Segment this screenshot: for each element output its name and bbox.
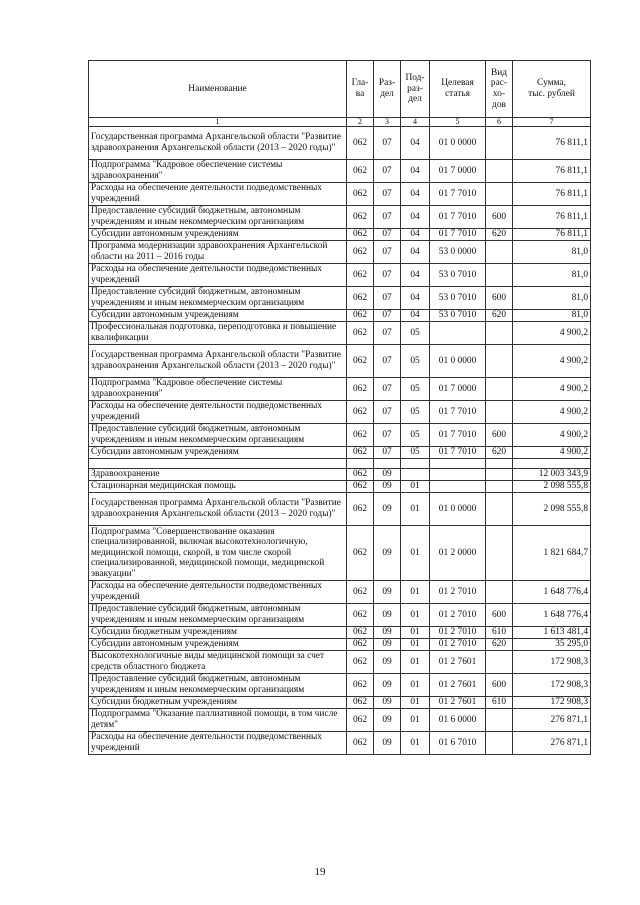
- row-glava: 062: [347, 604, 374, 627]
- page-number: 19: [314, 866, 326, 878]
- row-razdel: 09: [374, 709, 401, 732]
- row-summa: 81,0: [513, 287, 591, 310]
- row-vid: [486, 322, 513, 345]
- row-podrazdel: [401, 459, 430, 469]
- row-podrazdel: 01: [401, 709, 430, 732]
- header-podrazdel-text: Под- раз- дел: [405, 73, 425, 105]
- row-statia: 01 7 7010: [430, 447, 486, 459]
- row-razdel: 07: [374, 229, 401, 241]
- header-statia-text: Целевая статья: [441, 78, 474, 99]
- header-name: Наименование: [89, 61, 347, 118]
- row-summa: 276 871,1: [513, 732, 591, 755]
- row-glava: 062: [347, 639, 374, 651]
- row-name: Расходы на обеспечение деятельности подведомственных учреждений: [89, 732, 347, 755]
- table-row: [89, 378, 591, 401]
- row-podrazdel: 01: [401, 493, 430, 526]
- row-podrazdel: 01: [401, 639, 430, 651]
- header-glava: [347, 61, 374, 118]
- row-podrazdel: 04: [401, 310, 430, 322]
- row-statia: 01 7 7010: [430, 401, 486, 424]
- row-statia: 01 2 7010: [430, 581, 486, 604]
- row-summa: 4 900,2: [513, 345, 591, 378]
- row-vid: 600: [486, 604, 513, 627]
- row-name: Государственная программа Архангельской области "Развитие здравоохранения Архангельской области (2013 – 2020 годы)": [89, 345, 347, 378]
- table-row: [89, 183, 591, 206]
- row-glava: 062: [347, 378, 374, 401]
- row-summa: 35 295,0: [513, 639, 591, 651]
- row-statia: 01 7 7010: [430, 206, 486, 229]
- row-statia: [430, 469, 486, 481]
- row-vid: 620: [486, 639, 513, 651]
- row-podrazdel: [401, 469, 430, 481]
- row-statia: 01 7 0000: [430, 160, 486, 183]
- table-row: [89, 481, 591, 493]
- row-summa: 76 811,1: [513, 160, 591, 183]
- row-podrazdel: 01: [401, 627, 430, 639]
- table-row: [89, 732, 591, 755]
- row-statia: 01 2 0000: [430, 526, 486, 581]
- row-razdel: 07: [374, 287, 401, 310]
- row-name: Профессиональная подготовка, переподготовка и повышение квалификации: [89, 322, 347, 345]
- table-row: [89, 310, 591, 322]
- row-statia: 53 0 0000: [430, 241, 486, 264]
- row-name: Предоставление субсидий бюджетным, автономным учреждениям и иным некоммерческим организациям: [89, 424, 347, 447]
- row-razdel: 07: [374, 264, 401, 287]
- row-name: Предоставление субсидий бюджетным, автономным учреждениям и иным некоммерческим организациям: [89, 604, 347, 627]
- row-glava: 062: [347, 322, 374, 345]
- table-row: [89, 345, 591, 378]
- row-name: Расходы на обеспечение деятельности подведомственных учреждений: [89, 183, 347, 206]
- row-name: Субсидии автономным учреждениям: [89, 639, 347, 651]
- row-glava: 062: [347, 697, 374, 709]
- row-name: Субсидии автономным учреждениям: [89, 229, 347, 241]
- row-vid: [486, 469, 513, 481]
- row-vid: [486, 345, 513, 378]
- row-name: Государственная программа Архангельской области "Развитие здравоохранения Архангельской области (2013 – 2020 годы)": [89, 493, 347, 526]
- row-podrazdel: 01: [401, 604, 430, 627]
- row-podrazdel: 04: [401, 160, 430, 183]
- table-row: [89, 651, 591, 674]
- table-row: [89, 493, 591, 526]
- row-name: Подпрограмма "Совершенствование оказания специализированной, включая высокотехнологичную, медицинской помощи, скорой, в том числе скорой специализированной, медицинской помощи, медицинской эвакуации": [89, 526, 347, 581]
- row-name: Здравоохранение: [89, 469, 347, 481]
- table-row: [89, 526, 591, 581]
- row-summa: 1 613 481,4: [513, 627, 591, 639]
- row-vid: 600: [486, 674, 513, 697]
- row-razdel: 09: [374, 639, 401, 651]
- table-row: [89, 424, 591, 447]
- row-podrazdel: 01: [401, 697, 430, 709]
- row-statia: 01 7 0000: [430, 378, 486, 401]
- table-row: [89, 287, 591, 310]
- row-name: Расходы на обеспечение деятельности подведомственных учреждений: [89, 581, 347, 604]
- row-podrazdel: 01: [401, 581, 430, 604]
- row-vid: 620: [486, 229, 513, 241]
- row-vid: [486, 160, 513, 183]
- row-statia: 01 2 7601: [430, 651, 486, 674]
- row-glava: 062: [347, 447, 374, 459]
- row-statia: 01 0 0000: [430, 127, 486, 160]
- row-summa: 76 811,1: [513, 206, 591, 229]
- header-summa: [513, 61, 591, 118]
- row-podrazdel: 05: [401, 401, 430, 424]
- row-razdel: 09: [374, 469, 401, 481]
- table-row: [89, 627, 591, 639]
- row-podrazdel: 05: [401, 424, 430, 447]
- row-podrazdel: 04: [401, 241, 430, 264]
- row-glava: 062: [347, 287, 374, 310]
- row-name: Предоставление субсидий бюджетным, автономным учреждениям и иным некоммерческим организациям: [89, 206, 347, 229]
- row-name: Субсидии автономным учреждениям: [89, 447, 347, 459]
- row-glava: 062: [347, 469, 374, 481]
- table-body: [89, 127, 591, 755]
- row-name: Расходы на обеспечение деятельности подведомственных учреждений: [89, 264, 347, 287]
- row-name: Государственная программа Архангельской области "Развитие здравоохранения Архангельской области (2013 – 2020 годы)": [89, 127, 347, 160]
- row-podrazdel: 01: [401, 732, 430, 755]
- row-glava: 062: [347, 345, 374, 378]
- header-vid-text: Вид рас- хо- дов: [490, 67, 508, 110]
- row-statia: 53 0 7010: [430, 310, 486, 322]
- table-row-blank: [89, 459, 591, 469]
- row-razdel: 07: [374, 378, 401, 401]
- row-summa: 76 811,1: [513, 229, 591, 241]
- row-vid: [486, 183, 513, 206]
- row-name: Предоставление субсидий бюджетным, автономным учреждениям и иным некоммерческим организациям: [89, 287, 347, 310]
- row-summa: 1 648 776,4: [513, 604, 591, 627]
- row-statia: 01 7 7010: [430, 183, 486, 206]
- row-glava: 062: [347, 127, 374, 160]
- row-vid: [486, 264, 513, 287]
- row-statia: 53 0 7010: [430, 287, 486, 310]
- row-name: Высокотехнологичные виды медицинской помощи за счет средств областного бюджета: [89, 651, 347, 674]
- column-number: 7: [513, 118, 591, 127]
- column-number: 3: [374, 118, 401, 127]
- header-summa-text: Сумма, тыс. рублей: [528, 78, 575, 99]
- row-podrazdel: 01: [401, 651, 430, 674]
- row-vid: 610: [486, 697, 513, 709]
- row-glava: 062: [347, 183, 374, 206]
- row-razdel: 09: [374, 732, 401, 755]
- row-glava: 062: [347, 310, 374, 322]
- row-statia: 01 2 7010: [430, 604, 486, 627]
- row-glava: [347, 459, 374, 469]
- row-glava: 062: [347, 241, 374, 264]
- table-row: [89, 264, 591, 287]
- row-vid: [486, 481, 513, 493]
- row-glava: 062: [347, 229, 374, 241]
- row-podrazdel: 04: [401, 264, 430, 287]
- row-vid: [486, 127, 513, 160]
- row-statia: [430, 481, 486, 493]
- row-podrazdel: 01: [401, 526, 430, 581]
- table-row: [89, 206, 591, 229]
- row-razdel: 09: [374, 526, 401, 581]
- row-razdel: 09: [374, 581, 401, 604]
- table-row: [89, 322, 591, 345]
- row-razdel: 09: [374, 604, 401, 627]
- row-name: Предоставление субсидий бюджетным, автономным учреждениям и иным некоммерческим организациям: [89, 674, 347, 697]
- row-podrazdel: 01: [401, 481, 430, 493]
- row-podrazdel: 05: [401, 322, 430, 345]
- header-statia: [430, 61, 486, 118]
- row-summa: 2 098 555,8: [513, 493, 591, 526]
- column-number: 6: [486, 118, 513, 127]
- table-header-row: [89, 61, 591, 118]
- row-razdel: 07: [374, 345, 401, 378]
- row-podrazdel: 04: [401, 183, 430, 206]
- row-vid: [486, 401, 513, 424]
- row-razdel: 07: [374, 160, 401, 183]
- row-statia: 01 2 7601: [430, 674, 486, 697]
- row-podrazdel: 05: [401, 378, 430, 401]
- row-summa: 4 900,2: [513, 322, 591, 345]
- column-number: 2: [347, 118, 374, 127]
- row-podrazdel: 04: [401, 206, 430, 229]
- row-glava: 062: [347, 493, 374, 526]
- row-name: Субсидии автономным учреждениям: [89, 310, 347, 322]
- table-row: [89, 709, 591, 732]
- column-numbers-row: [89, 118, 591, 127]
- row-summa: 172 908,3: [513, 651, 591, 674]
- row-podrazdel: 04: [401, 287, 430, 310]
- row-vid: [486, 378, 513, 401]
- row-statia: [430, 459, 486, 469]
- table-row: [89, 469, 591, 481]
- row-name: Подпрограмма "Кадровое обеспечение системы здравоохранения": [89, 160, 347, 183]
- row-razdel: 09: [374, 651, 401, 674]
- row-name: [89, 459, 347, 469]
- row-razdel: 09: [374, 697, 401, 709]
- table-row: [89, 229, 591, 241]
- row-glava: 062: [347, 424, 374, 447]
- row-podrazdel: 04: [401, 127, 430, 160]
- row-podrazdel: 05: [401, 447, 430, 459]
- row-name: Расходы на обеспечение деятельности подведомственных учреждений: [89, 401, 347, 424]
- row-vid: [486, 581, 513, 604]
- row-vid: [486, 493, 513, 526]
- column-number: 5: [430, 118, 486, 127]
- row-summa: 4 900,2: [513, 424, 591, 447]
- row-summa: 4 900,2: [513, 447, 591, 459]
- row-vid: [486, 709, 513, 732]
- row-statia: 01 2 7010: [430, 627, 486, 639]
- table-row: [89, 401, 591, 424]
- row-summa: 2 098 555,8: [513, 481, 591, 493]
- row-statia: [430, 322, 486, 345]
- row-podrazdel: 04: [401, 229, 430, 241]
- column-number: 1: [89, 118, 347, 127]
- table-row: [89, 447, 591, 459]
- row-glava: 062: [347, 732, 374, 755]
- row-summa: 12 003 343,9: [513, 469, 591, 481]
- row-vid: 610: [486, 627, 513, 639]
- row-glava: 062: [347, 651, 374, 674]
- row-statia: 01 7 7010: [430, 424, 486, 447]
- row-razdel: 07: [374, 401, 401, 424]
- row-vid: 620: [486, 447, 513, 459]
- row-name: Субсидии бюджетным учреждениям: [89, 627, 347, 639]
- row-statia: 01 7 7010: [430, 229, 486, 241]
- row-glava: 062: [347, 581, 374, 604]
- row-razdel: 09: [374, 674, 401, 697]
- budget-table: [88, 60, 591, 755]
- row-summa: 76 811,1: [513, 127, 591, 160]
- row-summa: 276 871,1: [513, 709, 591, 732]
- row-razdel: 07: [374, 206, 401, 229]
- row-name: Программа модернизации здравоохранения Архангельской области на 2011 – 2016 годы: [89, 241, 347, 264]
- row-vid: 600: [486, 206, 513, 229]
- row-summa: 76 811,1: [513, 183, 591, 206]
- table-row: [89, 160, 591, 183]
- row-statia: 01 6 7010: [430, 732, 486, 755]
- row-statia: 01 0 0000: [430, 345, 486, 378]
- row-statia: 01 0 0000: [430, 493, 486, 526]
- row-statia: 01 2 7010: [430, 639, 486, 651]
- table-row: [89, 697, 591, 709]
- row-razdel: 07: [374, 310, 401, 322]
- row-vid: [486, 526, 513, 581]
- table-row: [89, 581, 591, 604]
- row-razdel: 07: [374, 447, 401, 459]
- row-summa: 4 900,2: [513, 378, 591, 401]
- row-razdel: 09: [374, 627, 401, 639]
- row-glava: 062: [347, 627, 374, 639]
- row-razdel: 07: [374, 183, 401, 206]
- row-vid: [486, 241, 513, 264]
- row-vid: 600: [486, 424, 513, 447]
- row-glava: 062: [347, 674, 374, 697]
- row-razdel: 07: [374, 322, 401, 345]
- row-glava: 062: [347, 160, 374, 183]
- header-razdel-text: Раз- дел: [378, 78, 396, 99]
- row-razdel: 07: [374, 241, 401, 264]
- row-summa: 172 908,3: [513, 674, 591, 697]
- row-razdel: 09: [374, 481, 401, 493]
- row-glava: 062: [347, 481, 374, 493]
- table-row: [89, 604, 591, 627]
- row-summa: 81,0: [513, 264, 591, 287]
- row-podrazdel: 05: [401, 345, 430, 378]
- row-vid: [486, 459, 513, 469]
- row-vid: 600: [486, 287, 513, 310]
- row-glava: 062: [347, 206, 374, 229]
- row-glava: 062: [347, 264, 374, 287]
- header-vid: [486, 61, 513, 118]
- row-vid: [486, 732, 513, 755]
- row-statia: 01 6 0000: [430, 709, 486, 732]
- row-razdel: 07: [374, 127, 401, 160]
- header-glava-text: Гла- ва: [351, 78, 369, 99]
- row-statia: 01 2 7601: [430, 697, 486, 709]
- row-razdel: [374, 459, 401, 469]
- row-vid: [486, 651, 513, 674]
- table-row: [89, 639, 591, 651]
- header-podrazdel: [401, 61, 430, 118]
- row-glava: 062: [347, 709, 374, 732]
- table-row: [89, 127, 591, 160]
- row-glava: 062: [347, 526, 374, 581]
- row-name: Подпрограмма "Оказание паллиативной помощи, в том числе детям": [89, 709, 347, 732]
- column-number: 4: [401, 118, 430, 127]
- row-summa: 4 900,2: [513, 401, 591, 424]
- row-name: Субсидии бюджетным учреждениям: [89, 697, 347, 709]
- row-summa: [513, 459, 591, 469]
- row-name: Подпрограмма "Кадровое обеспечение системы здравоохранения": [89, 378, 347, 401]
- row-razdel: 09: [374, 493, 401, 526]
- row-summa: 1 821 684,7: [513, 526, 591, 581]
- row-vid: 620: [486, 310, 513, 322]
- table-row: [89, 241, 591, 264]
- row-podrazdel: 01: [401, 674, 430, 697]
- header-razdel: [374, 61, 401, 118]
- row-razdel: 07: [374, 424, 401, 447]
- row-summa: 81,0: [513, 241, 591, 264]
- row-summa: 81,0: [513, 310, 591, 322]
- row-name: Стационарная медицинская помощь: [89, 481, 347, 493]
- row-glava: 062: [347, 401, 374, 424]
- row-summa: 1 648 776,4: [513, 581, 591, 604]
- table-row: [89, 674, 591, 697]
- row-statia: 53 0 7010: [430, 264, 486, 287]
- row-summa: 172 908,3: [513, 697, 591, 709]
